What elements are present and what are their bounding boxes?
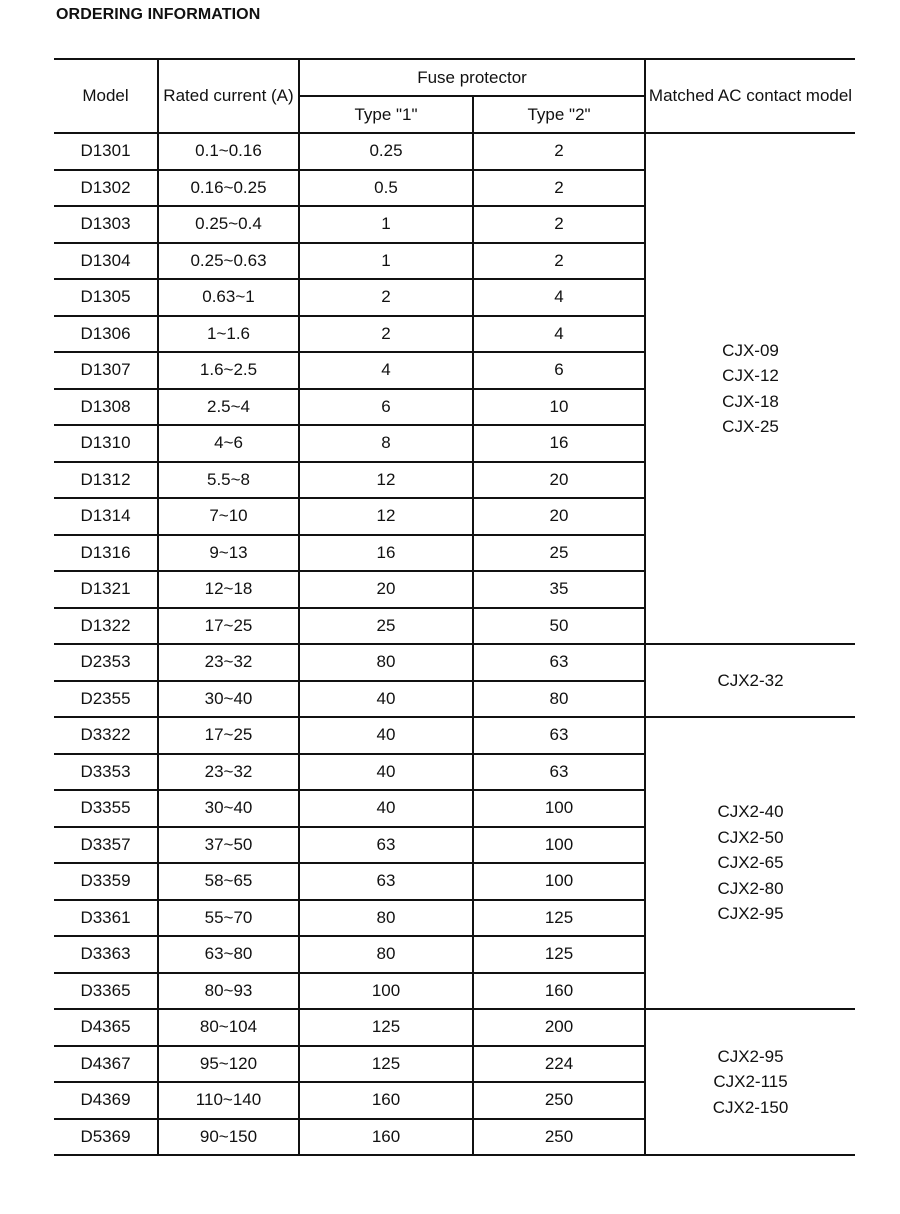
contact-model-label: CJX-12 [722,366,779,385]
model-cell: D1314 [54,498,158,535]
table-row [54,133,855,170]
type2-fuse-cell: 80 [473,681,645,718]
type1-fuse-cell: 125 [299,1009,473,1046]
model-header: Model [54,59,158,133]
rated-current-cell: 5.5~8 [158,462,299,499]
model-cell: D3353 [54,754,158,791]
type2-fuse-cell: 2 [473,133,645,170]
type1-fuse-cell: 20 [299,571,473,608]
model-cell: D2355 [54,681,158,718]
rated-current-cell: 30~40 [158,681,299,718]
rated-current-cell: 95~120 [158,1046,299,1083]
type2-fuse-cell: 20 [473,498,645,535]
model-cell: D3363 [54,936,158,973]
model-cell: D1303 [54,206,158,243]
type1-fuse-cell: 2 [299,316,473,353]
rated-current-cell: 1~1.6 [158,316,299,353]
rated-current-cell: 58~65 [158,863,299,900]
model-cell: D1312 [54,462,158,499]
contact-model-label: CJX-25 [722,417,779,436]
rated-current-cell: 37~50 [158,827,299,864]
type1-fuse-cell: 6 [299,389,473,426]
type1-fuse-cell: 0.5 [299,170,473,207]
model-cell: D1302 [54,170,158,207]
model-cell: D1322 [54,608,158,645]
type2-fuse-cell: 200 [473,1009,645,1046]
contact-model-label: CJX2-65 [717,853,784,873]
type2-fuse-cell: 2 [473,243,645,280]
type1-fuse-cell: 160 [299,1119,473,1156]
type1-fuse-cell: 12 [299,462,473,499]
type1-fuse-cell: 80 [299,900,473,937]
rated-current-cell: 4~6 [158,425,299,462]
matched-contact-cell [645,133,855,644]
type2-fuse-cell: 50 [473,608,645,645]
contact-model-label: CJX2-80 [717,878,784,898]
type2-fuse-cell: 100 [473,827,645,864]
model-cell: D3322 [54,717,158,754]
table-row [54,717,855,754]
rated-current-cell: 0.1~0.16 [158,133,299,170]
type1-fuse-cell: 2 [299,279,473,316]
model-cell: D3361 [54,900,158,937]
table-row [54,644,855,681]
contact-model-label: CJX2-32 [717,670,784,690]
model-cell: D1305 [54,279,158,316]
rated-current-cell: 17~25 [158,608,299,645]
type2-fuse-cell: 4 [473,279,645,316]
model-cell: D3365 [54,973,158,1010]
rated-current-cell: 0.16~0.25 [158,170,299,207]
type1-fuse-cell: 16 [299,535,473,572]
model-cell: D4367 [54,1046,158,1083]
type2-fuse-cell: 250 [473,1119,645,1156]
table-header [54,59,855,133]
contact-model-label: CJX2-150 [712,1097,789,1117]
type1-fuse-cell: 12 [299,498,473,535]
model-cell: D1310 [54,425,158,462]
rated-current-cell: 63~80 [158,936,299,973]
type2-fuse-cell: 100 [473,863,645,900]
type1-fuse-cell: 25 [299,608,473,645]
type2-fuse-cell: 125 [473,936,645,973]
type1-fuse-cell: 1 [299,206,473,243]
type2-fuse-cell: 100 [473,790,645,827]
type2-fuse-cell: 250 [473,1082,645,1119]
type1-fuse-cell: 63 [299,863,473,900]
model-cell: D1316 [54,535,158,572]
matched-contact-header: Matched AC contact model [645,59,855,133]
contact-model-label: CJX2-40 [717,802,784,822]
contact-model-label: CJX2-95 [717,904,784,924]
type1-fuse-cell: 80 [299,644,473,681]
rated-current-cell: 80~104 [158,1009,299,1046]
type1-fuse-cell: 40 [299,754,473,791]
type2-fuse-cell: 63 [473,754,645,791]
rated-current-cell: 17~25 [158,717,299,754]
model-cell: D3359 [54,863,158,900]
type2-fuse-cell: 20 [473,462,645,499]
model-cell: D1304 [54,243,158,280]
rated-current-cell: 0.63~1 [158,279,299,316]
type2-fuse-cell: 10 [473,389,645,426]
type2-fuse-cell: 160 [473,973,645,1010]
model-cell: D5369 [54,1119,158,1156]
type1-fuse-cell: 40 [299,790,473,827]
model-cell: D4365 [54,1009,158,1046]
rated-current-cell: 9~13 [158,535,299,572]
model-cell: D2353 [54,644,158,681]
type1-fuse-cell: 125 [299,1046,473,1083]
contact-model-label: CJX2-115 [713,1072,788,1092]
type2-fuse-cell: 35 [473,571,645,608]
rated-current-cell: 80~93 [158,973,299,1010]
type2-fuse-cell: 16 [473,425,645,462]
rated-current-cell: 1.6~2.5 [158,352,299,389]
rated-current-header: Rated current (A) [158,59,299,133]
model-cell: D4369 [54,1082,158,1119]
type2-fuse-cell: 25 [473,535,645,572]
rated-current-cell: 55~70 [158,900,299,937]
rated-current-cell: 30~40 [158,790,299,827]
model-cell: D3357 [54,827,158,864]
rated-current-cell: 110~140 [158,1082,299,1119]
contact-model-label: CJX-09 [722,340,779,360]
contact-model-label: CJX2-95 [717,1046,784,1066]
type1-fuse-cell: 40 [299,681,473,718]
model-cell: D1308 [54,389,158,426]
type2-fuse-cell: 2 [473,206,645,243]
type1-fuse-cell: 0.25 [299,133,473,170]
rated-current-cell: 90~150 [158,1119,299,1156]
model-cell: D3355 [54,790,158,827]
table-row [54,1009,855,1046]
matched-contact-cell [645,644,855,717]
type1-fuse-cell: 4 [299,352,473,389]
type2-fuse-cell: 2 [473,170,645,207]
rated-current-cell: 2.5~4 [158,389,299,426]
model-cell: D1301 [54,133,158,170]
rated-current-cell: 7~10 [158,498,299,535]
rated-current-cell: 0.25~0.4 [158,206,299,243]
type2-fuse-cell: 63 [473,644,645,681]
type2-fuse-cell: 224 [473,1046,645,1083]
fuse-protector-header: Fuse protector [299,59,645,96]
rated-current-cell: 12~18 [158,571,299,608]
contact-model-label: CJX2-50 [717,827,784,847]
type1-fuse-cell: 40 [299,717,473,754]
ordering-table [54,58,855,1156]
type2-fuse-cell: 4 [473,316,645,353]
page-title: ORDERING INFORMATION [56,6,261,23]
model-cell: D1306 [54,316,158,353]
type1-fuse-cell: 160 [299,1082,473,1119]
type2-fuse-cell: 63 [473,717,645,754]
rated-current-cell: 0.25~0.63 [158,243,299,280]
rated-current-cell: 23~32 [158,754,299,791]
type2-header: Type "2" [473,96,645,133]
table-body [54,133,855,1155]
contact-model-label: CJX-18 [722,391,779,411]
rated-current-cell: 23~32 [158,644,299,681]
type1-fuse-cell: 100 [299,973,473,1010]
type1-fuse-cell: 63 [299,827,473,864]
type2-fuse-cell: 125 [473,900,645,937]
matched-contact-cell [645,1009,855,1155]
type1-fuse-cell: 1 [299,243,473,280]
type1-header: Type "1" [299,96,473,133]
type1-fuse-cell: 8 [299,425,473,462]
type1-fuse-cell: 80 [299,936,473,973]
matched-contact-cell [645,717,855,1009]
model-cell: D1321 [54,571,158,608]
model-cell: D1307 [54,352,158,389]
type2-fuse-cell: 6 [473,352,645,389]
